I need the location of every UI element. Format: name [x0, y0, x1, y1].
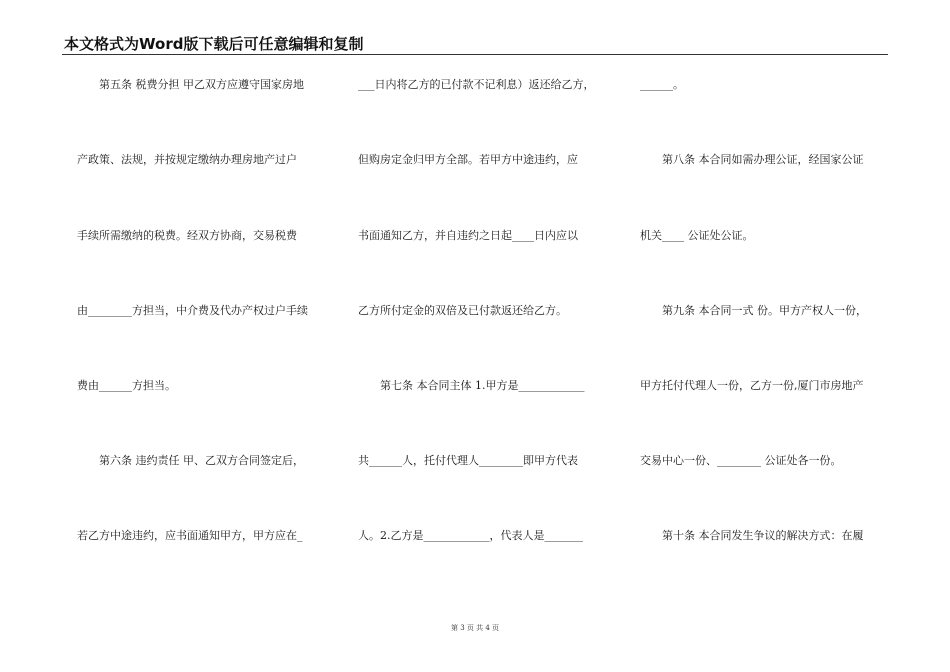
- page-number: 第 3 页 共 4 页: [450, 624, 500, 632]
- text-line: 第九条 本合同一式 份。甲方产权人一份，: [640, 304, 867, 317]
- text-line: 若乙方中途违约，应书面通知甲方，甲方应在_: [77, 529, 303, 542]
- text-line: 手续所需缴纳的税费。经双方协商，交易税费: [77, 229, 297, 242]
- text-line: ___日内将乙方的已付款不记利息）返还给乙方，: [358, 78, 595, 91]
- text-line: 费由______方担当。: [77, 379, 176, 392]
- text-line: 第六条 违约责任 甲、乙双方合同签定后，: [77, 454, 304, 467]
- text-line: 乙方所付定金的双倍及已付款返还给乙方。: [358, 304, 567, 317]
- text-line: 由________方担当，中介费及代办产权过户手续: [77, 304, 308, 317]
- text-line: 第七条 本合同主体 1.甲方是____________: [358, 379, 585, 392]
- header-rule: [62, 54, 888, 55]
- text-line: 人。2.乙方是____________，代表人是_______: [358, 529, 583, 542]
- text-line: 共______人，托付代理人________即甲方代表: [358, 454, 578, 467]
- header-title: 本文格式为Word版下载后可任意编辑和复制: [64, 35, 364, 53]
- text-line: 书面通知乙方，并自违约之日起____日内应以: [358, 229, 578, 242]
- text-line: ______。: [640, 78, 684, 91]
- text-line: 机关____ 公证处公证。: [640, 229, 754, 242]
- text-line: 产政策、法规，并按规定缴纳办理房地产过户: [77, 153, 297, 166]
- text-line: 第十条 本合同发生争议的解决方式：在履: [640, 529, 864, 542]
- text-line: 甲方托付代理人一份，乙方一份,厦门市房地产: [640, 379, 864, 392]
- text-line: 第八条 本合同如需办理公证，经国家公证: [640, 153, 864, 166]
- text-line: 但购房定金归甲方全部。若甲方中途违约，应: [358, 153, 578, 166]
- text-line: 第五条 税费分担 甲乙双方应遵守国家房地: [77, 78, 304, 91]
- text-line: 交易中心一份、________ 公证处各一份。: [640, 454, 842, 467]
